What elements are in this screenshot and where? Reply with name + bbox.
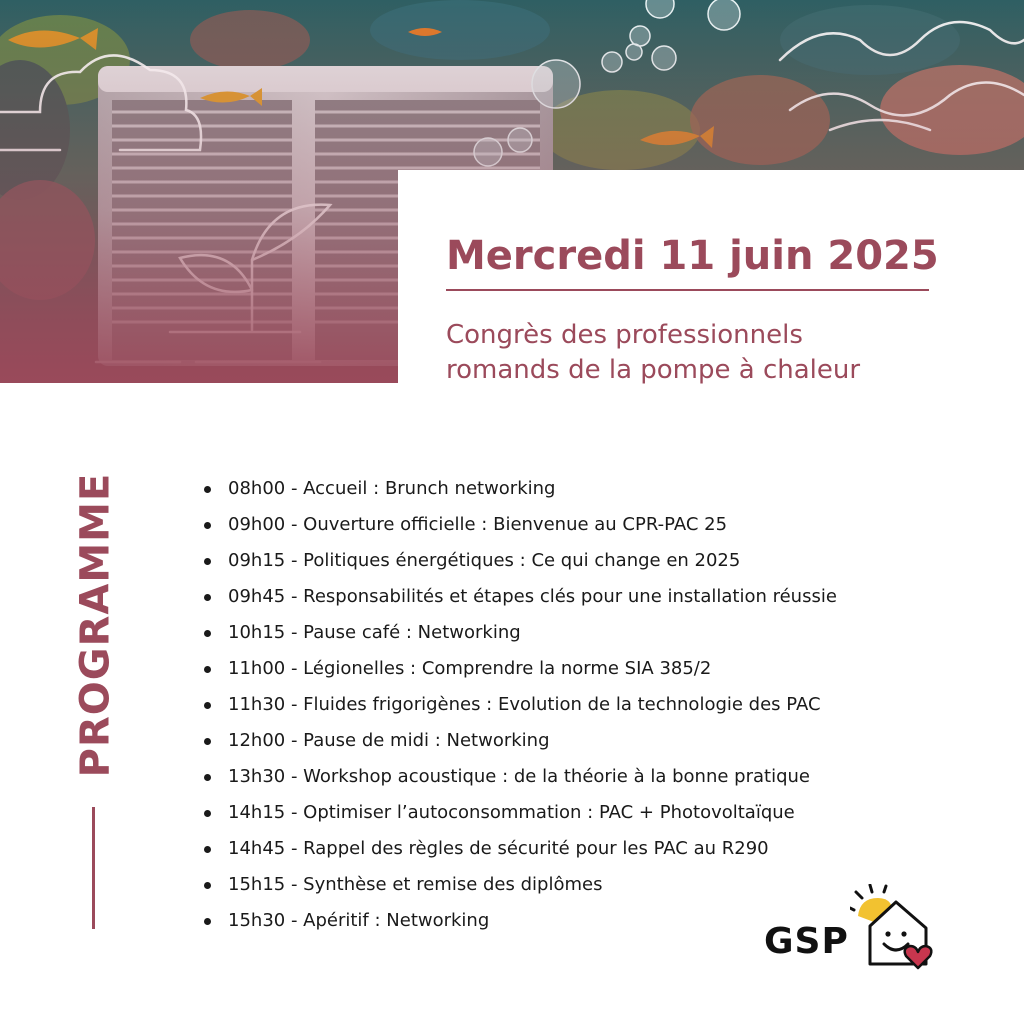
programme-item: 14h45 - Rappel des règles de sécurité pour les PAC au R290 bbox=[202, 832, 837, 868]
programme-item: 10h15 - Pause café : Networking bbox=[202, 616, 837, 652]
programme-list bbox=[202, 472, 837, 940]
smiling-house-icon bbox=[850, 884, 944, 976]
programme-item: 09h00 - Ouverture officielle : Bienvenue au CPR-PAC 25 bbox=[202, 508, 837, 544]
programme-item: 09h15 - Politiques énergétiques : Ce qui change en 2025 bbox=[202, 544, 837, 580]
logo-text: GSP bbox=[764, 921, 849, 962]
programme-item: 12h00 - Pause de midi : Networking bbox=[202, 724, 837, 760]
programme-item: 09h45 - Responsabilités et étapes clés pour une installation réussie bbox=[202, 580, 837, 616]
gsp-logo bbox=[764, 884, 944, 974]
programme-item: 14h15 - Optimiser l’autoconsommation : PAC + Photovoltaïque bbox=[202, 796, 837, 832]
programme-item: 13h30 - Workshop acoustique : de la théorie à la bonne pratique bbox=[202, 760, 837, 796]
programme-item: 08h00 - Accueil : Brunch networking bbox=[202, 472, 837, 508]
programme-item: 15h15 - Synthèse et remise des diplômes bbox=[202, 868, 837, 904]
event-name-line-1: Congrès des professionnels bbox=[446, 320, 803, 350]
programme-divider bbox=[92, 807, 95, 929]
programme-item: 15h30 - Apéritif : Networking bbox=[202, 904, 837, 940]
event-name-line-2: romands de la pompe à chaleur bbox=[446, 355, 861, 385]
programme-item: 11h30 - Fluides frigorigènes : Evolution de la technologie des PAC bbox=[202, 688, 837, 724]
title-divider bbox=[446, 289, 929, 291]
event-date-title: Mercredi 11 juin 2025 bbox=[446, 233, 939, 279]
event-name bbox=[446, 318, 966, 388]
programme-label: PROGRAMME bbox=[72, 472, 119, 778]
programme-item: 11h00 - Légionelles : Comprendre la norme SIA 385/2 bbox=[202, 652, 837, 688]
